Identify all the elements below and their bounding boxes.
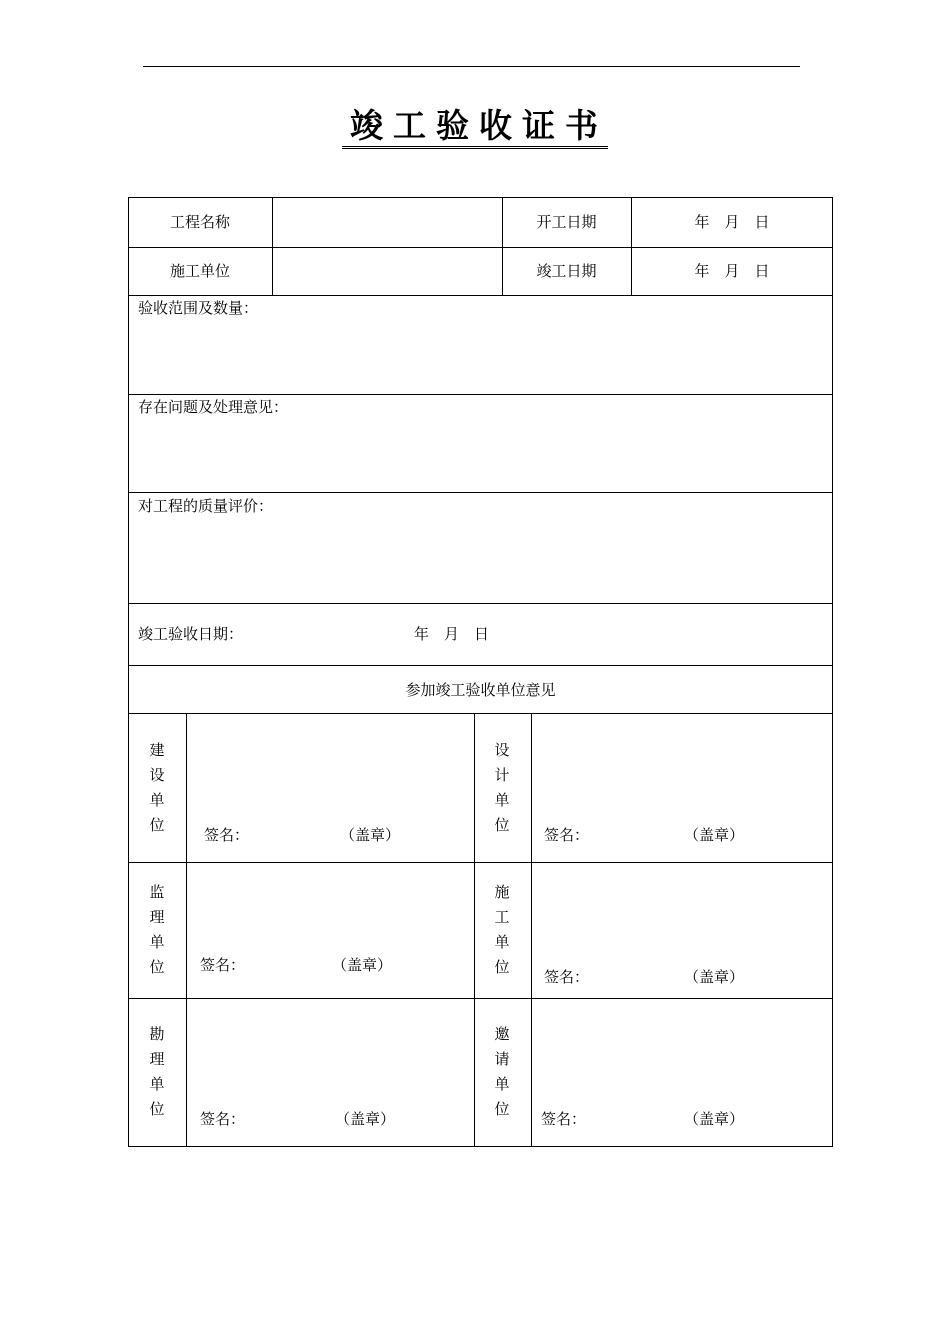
unit-supervision-label: 监理单位	[149, 883, 165, 976]
project-name-field[interactable]	[275, 205, 499, 243]
completion-date-field[interactable]: 年 月 日	[694, 262, 770, 280]
unit-survey-label: 勘理单位	[149, 1025, 165, 1118]
acceptance-date-label: 竣工验收日期：	[138, 625, 244, 643]
column-divider	[502, 197, 503, 295]
contractor-label: 施工单位	[169, 262, 230, 280]
column-divider	[186, 713, 187, 1147]
unit-construction-label: 建设单位	[149, 741, 165, 834]
unit-design-label: 设计单位	[494, 741, 510, 834]
supervision-seal-label: （盖章）	[332, 956, 393, 974]
row-divider	[128, 603, 833, 604]
column-divider	[631, 197, 632, 295]
builder-sign-label: 签名：	[544, 968, 590, 986]
issues-label: 存在问题及处理意见：	[138, 398, 289, 416]
scope-label: 验收范围及数量：	[138, 299, 259, 317]
row-divider	[128, 247, 833, 248]
row-divider	[128, 492, 833, 493]
builder-seal-label: （盖章）	[684, 968, 745, 986]
row-divider	[128, 295, 833, 296]
design-seal-label: （盖章）	[684, 826, 745, 844]
survey-seal-label: （盖章）	[335, 1110, 396, 1128]
construction-sign-label: 签名：	[204, 826, 250, 844]
row-divider	[128, 862, 833, 863]
invited-seal-label: （盖章）	[684, 1110, 745, 1128]
row-divider	[128, 998, 833, 999]
unit-invited-label: 邀请单位	[494, 1025, 510, 1118]
completion-date-label: 竣工日期	[536, 262, 597, 280]
document-title: 竣工验收证书	[0, 100, 950, 147]
contractor-field[interactable]	[275, 252, 499, 290]
design-sign-label: 签名：	[544, 826, 590, 844]
row-divider	[128, 713, 833, 714]
invited-sign-label: 签名：	[541, 1110, 587, 1128]
row-divider	[128, 394, 833, 395]
acceptance-form-table	[128, 197, 833, 1147]
construction-seal-label: （盖章）	[340, 826, 401, 844]
supervision-sign-label: 签名：	[200, 956, 246, 974]
opinions-header: 参加竣工验收单位意见	[405, 681, 556, 699]
project-name-label: 工程名称	[169, 213, 230, 231]
start-date-label: 开工日期	[536, 213, 597, 231]
row-divider	[128, 665, 833, 666]
acceptance-date-field[interactable]: 年 月 日	[414, 625, 490, 643]
survey-sign-label: 签名：	[200, 1110, 246, 1128]
top-rule	[143, 66, 800, 67]
column-divider	[474, 713, 475, 1147]
quality-label: 对工程的质量评价：	[138, 497, 274, 515]
column-divider	[272, 197, 273, 295]
column-divider	[531, 713, 532, 1147]
start-date-field[interactable]: 年 月 日	[694, 213, 770, 231]
unit-builder-label: 施工单位	[494, 883, 510, 976]
